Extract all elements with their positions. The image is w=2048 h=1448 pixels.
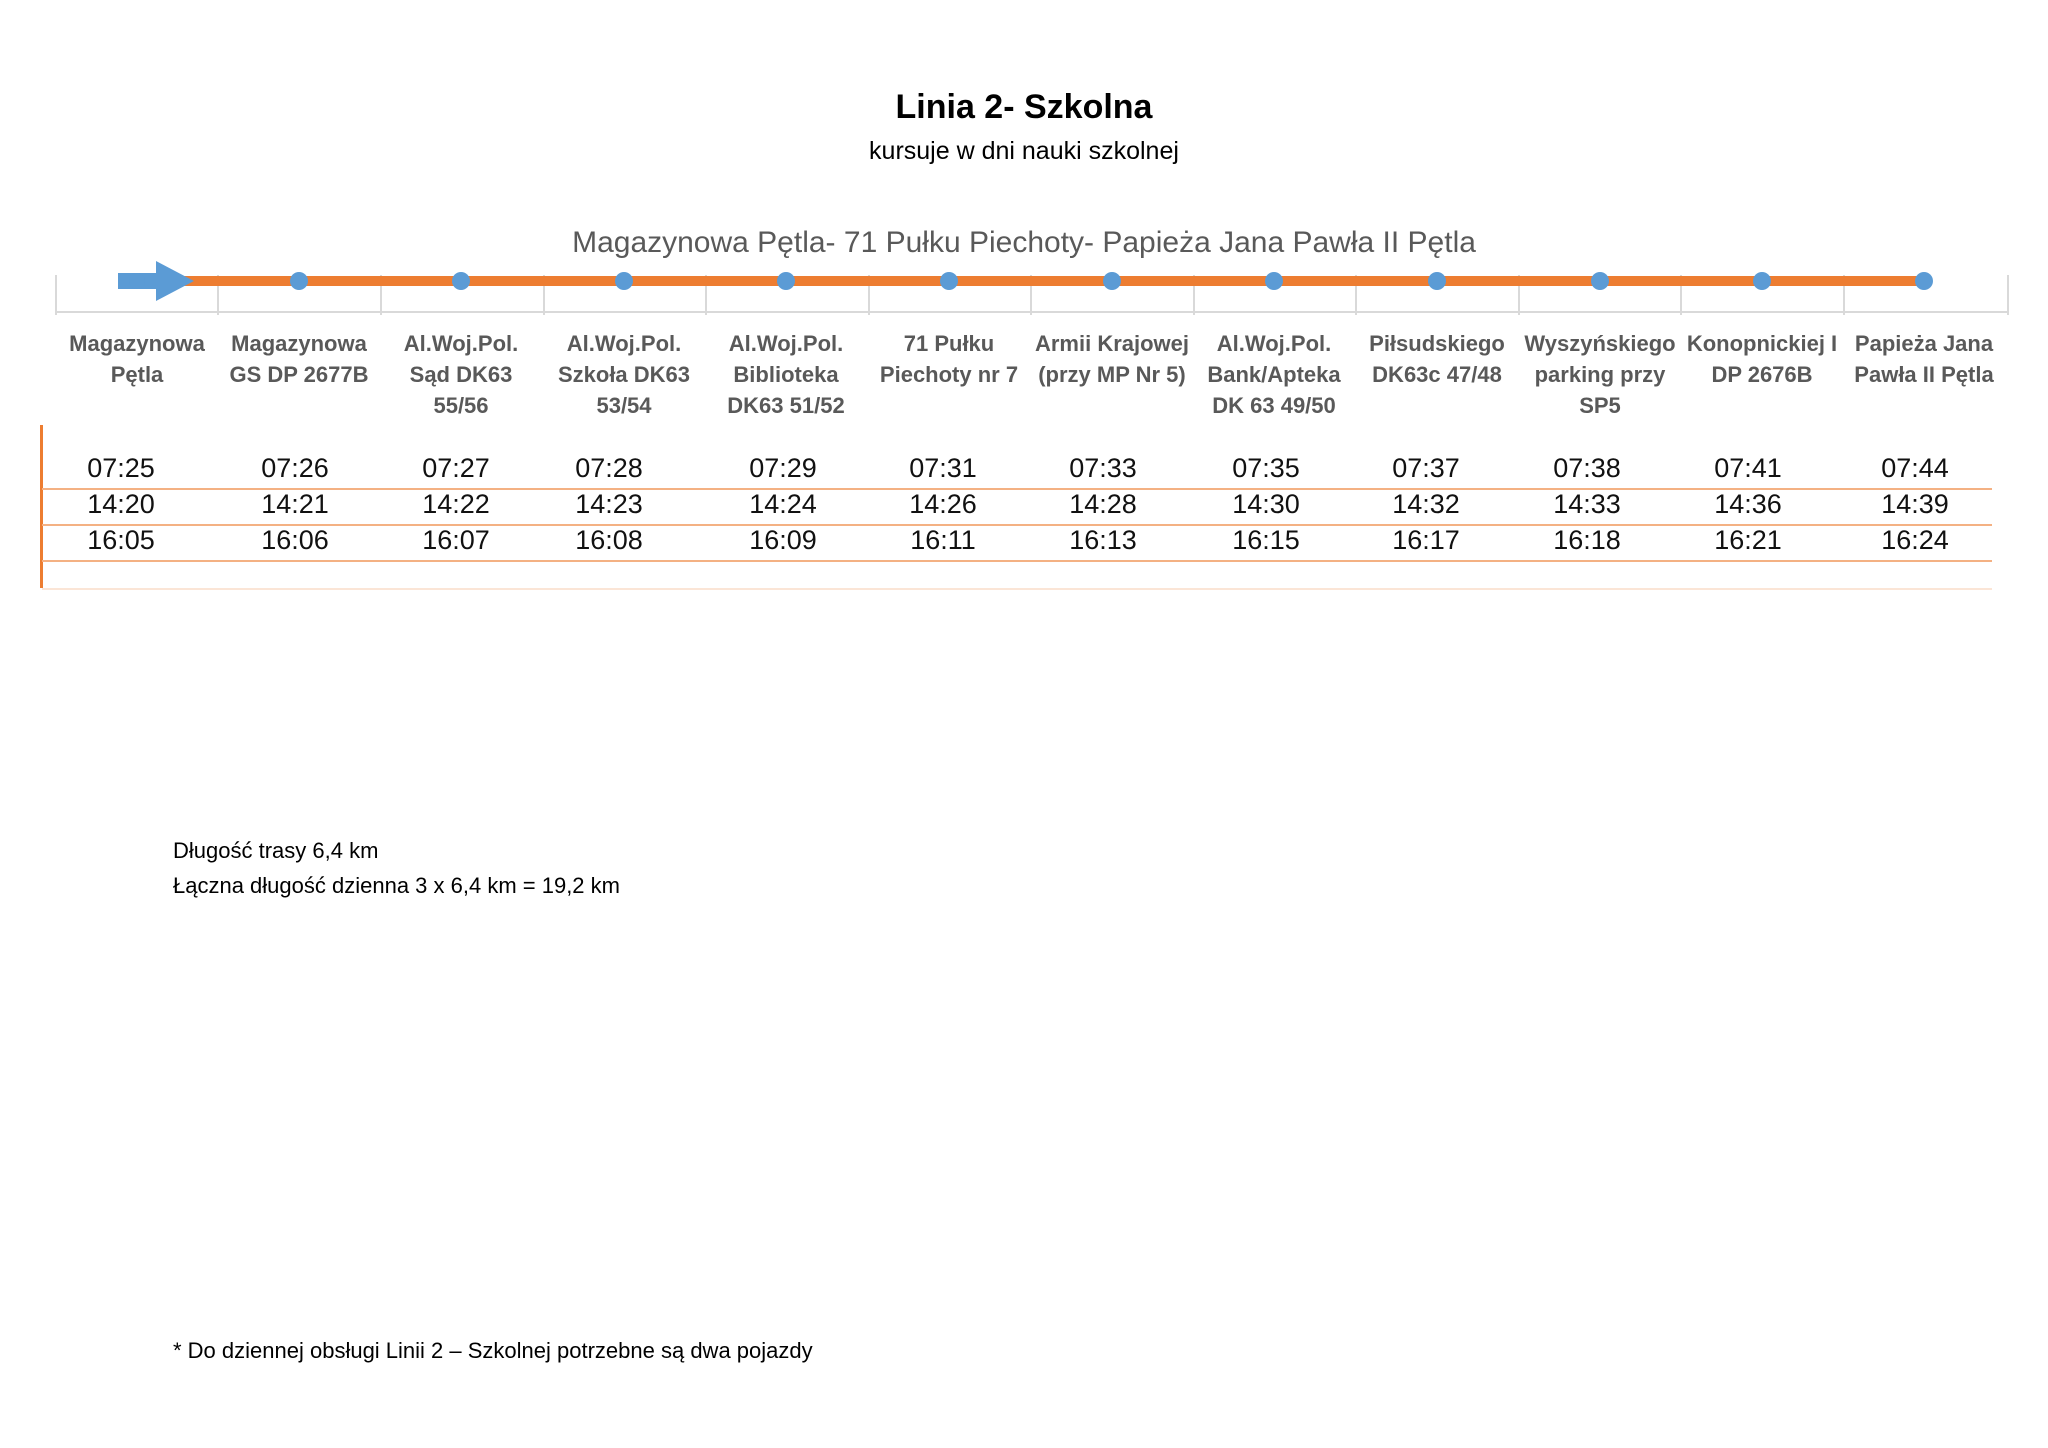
stop-label	[57, 328, 217, 390]
departure-time: 14:28	[1069, 489, 1137, 519]
timetable-row	[0, 450, 2048, 486]
stop-label-line: 71 Pułku	[903, 331, 995, 356]
departure-time: 16:24	[1881, 525, 1949, 555]
stop-label-line: Konopnickiej I	[1686, 331, 1838, 356]
departure-time: 07:37	[1392, 453, 1460, 483]
stop-marker	[1753, 272, 1771, 290]
departure-time: 16:05	[87, 525, 155, 555]
stop-label-line: 55/56	[433, 393, 489, 418]
departure-time: 14:39	[1881, 489, 1949, 519]
stop-label	[1357, 328, 1517, 390]
stop-marker	[290, 272, 308, 290]
stop-label-line: DK 63 49/50	[1212, 393, 1336, 418]
timetable-row	[0, 486, 2048, 522]
stop-label-line: Pawła II Pętla	[1854, 362, 1994, 387]
stop-marker	[452, 272, 470, 290]
stop-label-line: Bank/Apteka	[1207, 362, 1341, 387]
stop-label-line: Al.Woj.Pol.	[1216, 331, 1332, 356]
stop-marker	[1591, 272, 1609, 290]
departure-time: 07:26	[261, 453, 329, 483]
stop-label-line: Magazynowa	[231, 331, 367, 356]
departure-time: 14:36	[1714, 489, 1782, 519]
departure-time: 07:44	[1881, 453, 1949, 483]
stop-label-line: Sąd DK63	[409, 362, 513, 387]
stop-label	[1194, 328, 1354, 421]
departure-time: 16:15	[1232, 525, 1300, 555]
departure-time: 14:33	[1553, 489, 1621, 519]
page-subtitle: kursuje w dni nauki szkolnej	[869, 137, 1179, 165]
stop-label-line: parking przy	[1534, 362, 1666, 387]
timetable-row	[0, 522, 2048, 558]
stop-marker	[777, 272, 795, 290]
footnote: * Do dziennej obsługi Linii 2 – Szkolnej potrzebne są dwa pojazdy	[173, 1338, 813, 1363]
departure-time: 07:25	[87, 453, 155, 483]
departure-time: 16:11	[910, 525, 976, 555]
stop-label-line: DK63c 47/48	[1372, 362, 1502, 387]
route-length-note: Długość trasy 6,4 km	[173, 838, 379, 863]
stop-label-line: Wyszyńskiego	[1524, 331, 1676, 356]
stop-label-line: Al.Woj.Pol.	[728, 331, 844, 356]
stop-label-line: Piechoty nr 7	[879, 362, 1019, 387]
departure-time: 07:28	[575, 453, 643, 483]
departure-time: 14:26	[909, 489, 977, 519]
stop-label-line: Papieża Jana	[1854, 331, 1994, 356]
departure-time: 14:23	[575, 489, 643, 519]
stop-label-line: Piłsudskiego	[1369, 331, 1505, 356]
stop-label	[706, 328, 866, 421]
departure-time: 07:41	[1714, 453, 1782, 483]
departure-time: 14:20	[87, 489, 155, 519]
stop-label-line: SP5	[1579, 393, 1621, 418]
stop-label-line: Szkoła DK63	[557, 362, 691, 387]
departure-time: 16:13	[1069, 525, 1137, 555]
route-diagram	[0, 255, 2048, 325]
departure-time: 14:24	[749, 489, 817, 519]
stop-label-line: Al.Woj.Pol.	[403, 331, 519, 356]
stop-label	[219, 328, 379, 390]
stop-label-line: 53/54	[596, 393, 652, 418]
stop-label	[1682, 328, 1842, 390]
departure-time: 07:31	[909, 453, 977, 483]
stop-label-line: GS DP 2677B	[229, 362, 369, 387]
departure-time: 07:29	[749, 453, 817, 483]
stop-label-line: Magazynowa	[69, 331, 205, 356]
departure-time: 07:38	[1553, 453, 1621, 483]
departure-time: 16:18	[1553, 525, 1621, 555]
stop-label-line: DK63 51/52	[727, 393, 845, 418]
daily-length-note: Łączna długość dzienna 3 x 6,4 km = 19,2 km	[173, 873, 620, 898]
departure-time: 16:21	[1714, 525, 1782, 555]
departure-time: 16:08	[575, 525, 643, 555]
stop-label-line: (przy MP Nr 5)	[1038, 362, 1186, 387]
stop-marker	[1428, 272, 1446, 290]
stop-marker	[1103, 272, 1121, 290]
stop-label-line: Al.Woj.Pol.	[566, 331, 682, 356]
route-title: Magazynowa Pętla- 71 Pułku Piechoty- Papieża Jana Pawła II Pętla	[572, 226, 1476, 259]
stop-marker	[129, 273, 145, 289]
departure-time: 14:22	[422, 489, 490, 519]
departure-time: 16:07	[422, 525, 490, 555]
stop-label-line: DP 2676B	[1711, 362, 1813, 387]
stop-label	[1032, 328, 1192, 390]
stop-label	[381, 328, 541, 421]
stop-label	[1844, 328, 2004, 390]
row-separator	[42, 588, 1992, 590]
departure-time: 07:27	[422, 453, 490, 483]
stop-marker	[940, 272, 958, 290]
departure-time: 16:06	[261, 525, 329, 555]
stop-label-line: Pętla	[110, 362, 164, 387]
stop-marker	[1915, 272, 1933, 290]
row-separator	[42, 560, 1992, 562]
page-title: Linia 2- Szkolna	[895, 88, 1153, 126]
departure-time: 16:09	[749, 525, 817, 555]
start-arrow-head	[156, 261, 194, 301]
stop-label	[1520, 328, 1680, 421]
stop-marker	[1265, 272, 1283, 290]
departure-time: 14:32	[1392, 489, 1460, 519]
departure-time: 07:33	[1069, 453, 1137, 483]
departure-time: 14:21	[261, 489, 329, 519]
stop-label-line: Armii Krajowej	[1034, 331, 1190, 356]
stop-label	[544, 328, 704, 421]
stop-label-line: Biblioteka	[733, 362, 839, 387]
departure-time: 14:30	[1232, 489, 1300, 519]
departure-time: 16:17	[1392, 525, 1460, 555]
stop-label	[869, 328, 1029, 390]
departure-time: 07:35	[1232, 453, 1300, 483]
stop-marker	[615, 272, 633, 290]
